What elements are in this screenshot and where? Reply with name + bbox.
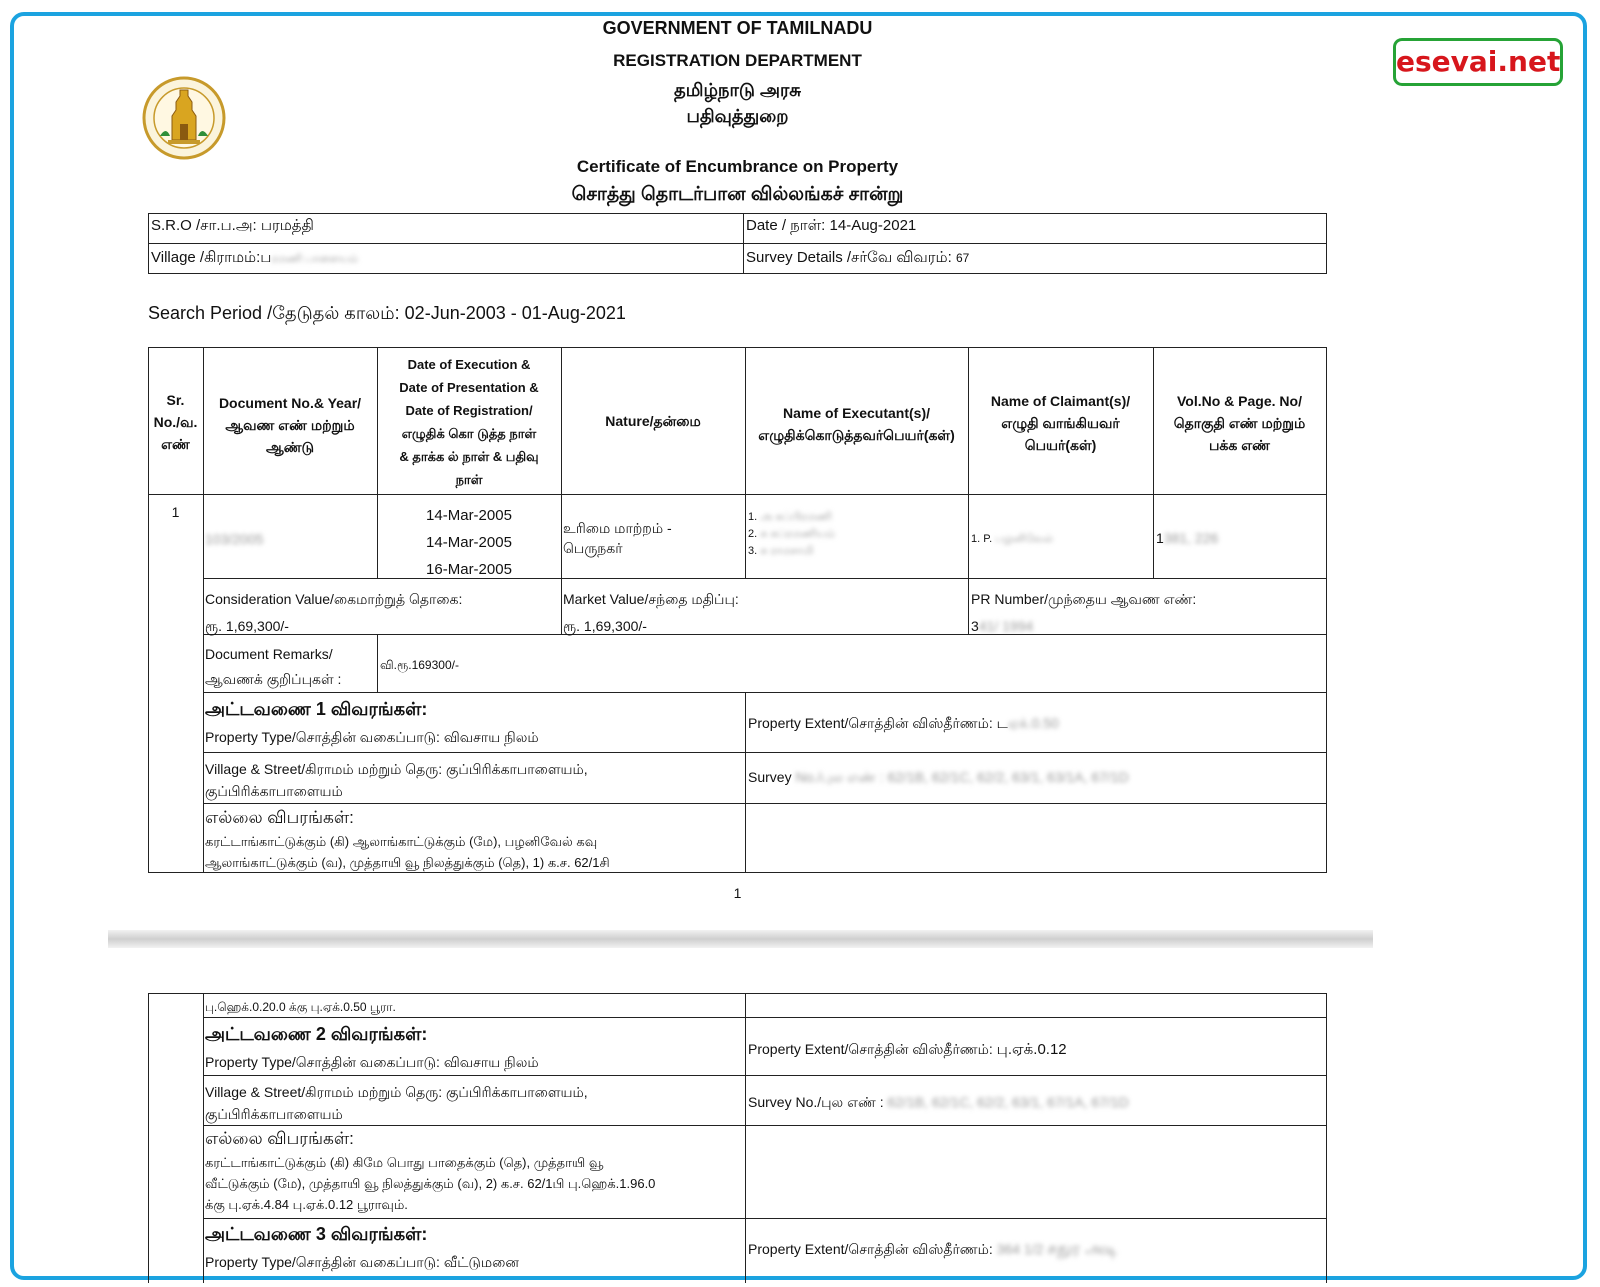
col-executant: Name of Executant(s)/ எழுதிக்கொடுத்தவர்பெயர்(கள்): [758, 405, 955, 443]
page-number: 1: [733, 885, 742, 901]
page-separator: [108, 930, 1373, 948]
col-sr-no: Sr. No./வ. எண்: [153, 392, 198, 452]
row1-consideration: Consideration Value/கைமாற்றுத் தொகை: ரூ. 1,69,300/-: [205, 591, 463, 634]
schedule1-heading: அட்டவணை 1 விவரங்கள்:: [205, 699, 428, 719]
schedule3-extent: Property Extent/சொத்தின் விஸ்தீர்ணம்: 364 1/2 சதுர அடி: [748, 1239, 1118, 1258]
row1-market-value: Market Value/சந்தை மதிப்பு: ரூ. 1,69,300/-: [563, 591, 739, 634]
survey-details-label: Survey Details /சர்வே விவரம்:: [746, 249, 952, 266]
schedule1-continuation: பு.ஹெக்.0.20.0 க்கு பு.ஏக்.0.50 பூரா.: [205, 1000, 396, 1014]
date-label: Date / நாள்:: [746, 217, 826, 234]
col-claimant: Name of Claimant(s)/ எழுதி வாங்கியவர் பெயர்(கள்): [990, 393, 1131, 453]
schedule1-property-type: Property Type/சொத்தின் வகைப்பாடு: விவசாய நிலம்: [205, 729, 539, 745]
sro-label: S.R.O /சா.ப.அ:: [151, 217, 257, 234]
row1-volume-page: 1381, 226: [1156, 530, 1219, 546]
search-period-to: 01-Aug-2021: [521, 303, 626, 323]
search-period-label: Search Period /தேடுதல் காலம்:: [148, 303, 400, 323]
sro-cell: [149, 214, 744, 244]
esevai-logo: esevai.net: [1393, 38, 1563, 86]
row1-document-no: 103/2005: [205, 531, 264, 547]
info-table: [148, 213, 1327, 274]
col-document-no: Document No.& Year/ ஆவண எண் மற்றும் ஆண்டு: [218, 395, 362, 455]
certificate-title: Certificate of Encumbrance on Property: [576, 157, 899, 176]
village-label: Village /கிராமம்:: [151, 249, 261, 266]
row1-remarks-value: வி.ரூ.169300/-: [380, 658, 459, 672]
schedule1-survey: Survey No./புல எண் : 62/1B, 62/1C, 62/2, 63/1, 63/1A, 67/1D: [748, 769, 1129, 785]
row1-nature: உரிமை மாற்றம் - பெருநகர்: [563, 520, 672, 556]
date-value: 14-Aug-2021: [829, 217, 917, 234]
header-government: GOVERNMENT OF TAMILNADU: [602, 18, 873, 38]
search-period: Search Period /தேடுதல் காலம்: 02-Jun-2003 - 01-Aug-2021: [148, 303, 626, 323]
row1-pr-number: PR Number/முந்தைய ஆவண எண்: 341/ 1994: [971, 591, 1197, 634]
schedule2-survey: Survey No./புல எண் : 62/1B, 62/1C, 62/2, 63/1, 67/1A, 67/1D: [748, 1094, 1129, 1110]
schedule2-village-street: Village & Street/கிராமம் மற்றும் தெரு: குப்பிரிக்காபாளையம், குப்பிரிக்காபாளையம்: [205, 1084, 588, 1122]
schedule3-property-type: Property Type/சொத்தின் வகைப்பாடு: வீட்டுமனை: [205, 1254, 519, 1270]
col-nature: Nature/தன்மை: [605, 413, 701, 429]
survey-details-cell: [744, 244, 1327, 274]
schedule2-extent: Property Extent/சொத்தின் விஸ்தீர்ணம்: பு.ஏக்.0.12: [748, 1041, 1067, 1058]
row1-dates: 14-Mar-2005 14-Mar-2005 16-Mar-2005: [426, 507, 512, 578]
schedule1-village-street: Village & Street/கிராமம் மற்றும் தெரு: குப்பிரிக்காபாளையம், குப்பிரிக்காபாளையம்: [205, 761, 588, 799]
row1-executants: 1. அ சுப்பிரமணி 2. சு சுப்ரமணியம் 3. சு ராமசாமி: [748, 511, 836, 557]
schedule1-boundary: கரட்டாங்காட்டுக்கும் (கி) ஆலாங்காட்டுக்கும் (மே), பழனிவேல் கவு ஆலாங்காட்டுக்கும் (வ), முத்தாயி வூ நிலத்துக்கும் (தெ), 1) க.ச. 62/1சி: [205, 834, 610, 870]
schedule2-boundary-heading: எல்லை விபரங்கள்:: [205, 1129, 354, 1148]
row1-claimant: 1. P. பழனிவேல்: [971, 533, 1053, 545]
village-value: ப: [260, 249, 272, 266]
date-cell: [744, 214, 1327, 244]
schedule1-boundary-heading: எல்லை விபரங்கள்:: [205, 808, 354, 827]
col-dates: Date of Execution & Date of Presentation & Date of Registration/ எழுதிக் கொ டுத்த நாள் & தாக்க ல் நாள் & பதிவு நாள்: [399, 357, 539, 487]
sro-value: பரமத்தி: [260, 217, 314, 234]
col-volume-page: Vol.No & Page. No/ தொகுதி எண் மற்றும் பக்க எண்: [1173, 393, 1306, 453]
header-department: REGISTRATION DEPARTMENT: [613, 51, 862, 70]
schedule1-extent: Property Extent/சொத்தின் விஸ்தீர்ணம்: டஏக்.0.50: [748, 715, 1059, 731]
schedule2-property-type: Property Type/சொத்தின் வகைப்பாடு: விவசாய நிலம்: [205, 1054, 539, 1070]
row1-remarks-label: Document Remarks/ ஆவணக் குறிப்புகள் :: [205, 646, 342, 687]
village-cell: Village /கிராமம்:பரமணி பாளையம்: [149, 244, 744, 274]
survey-details-value: 67: [955, 251, 970, 265]
certificate-title-tamil: சொத்து தொடர்பான வில்லங்கச் சான்று: [571, 184, 904, 205]
row1-sr-no: 1: [171, 504, 180, 520]
header-department-tamil: பதிவுத்துறை: [686, 106, 789, 126]
header-government-tamil: தமிழ்நாடு அரசு: [674, 80, 801, 100]
search-period-from: 02-Jun-2003: [404, 303, 506, 323]
schedule3-heading: அட்டவணை 3 விவரங்கள்:: [205, 1224, 428, 1244]
schedule2-heading: அட்டவணை 2 விவரங்கள்:: [205, 1024, 428, 1044]
schedule2-boundary: கரட்டாங்காட்டுக்கும் (கி) கிமே பொது பாதைக்கும் (தெ), முத்தாயி வூ வீட்டுக்கும் (மே), முத்தாயி வூ நிலத்துக்கும் (வ), 2) க.ச. 62/1பி பு.ஹெக்.1.96.0 க்கு பு.ஏக்.4.84 பு.ஏக்.0.12 பூராவும்.: [205, 1155, 656, 1212]
